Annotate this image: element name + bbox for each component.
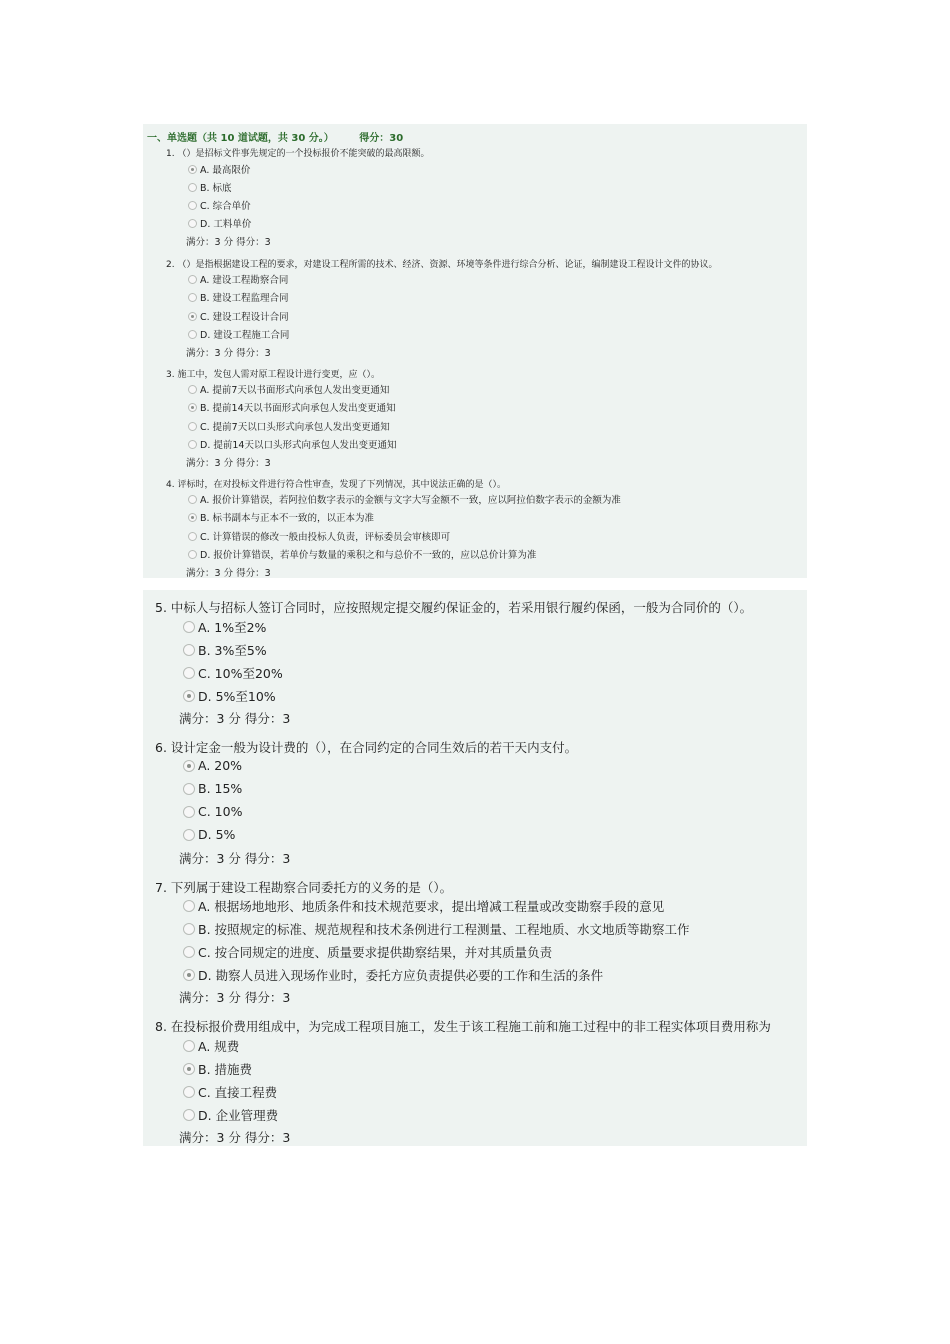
question-stem: 8. 在投标报价费用组成中，为完成工程项目施工，发生于该工程施工前和施工过程中的非工程实体项目费用称为: [155, 1019, 771, 1034]
question-stem: 4. 评标时，在对投标文件进行符合性审查，发现了下列情况，其中说法正确的是（）。: [166, 480, 506, 490]
option-label: A. 最高限价: [200, 165, 251, 176]
radio-unselected[interactable]: [188, 385, 197, 394]
option-d[interactable]: [188, 327, 289, 341]
radio-selected[interactable]: [188, 403, 197, 412]
option-b[interactable]: [188, 510, 374, 524]
option-label: D. 工料单价: [200, 219, 252, 230]
option-a[interactable]: [188, 162, 250, 176]
radio-selected[interactable]: [188, 513, 197, 522]
radio-unselected[interactable]: [188, 183, 197, 192]
option-label: C. 直接工程费: [198, 1085, 278, 1100]
option-a[interactable]: [188, 382, 389, 396]
option-d[interactable]: [183, 827, 235, 842]
option-label: D. 企业管理费: [198, 1108, 279, 1123]
radio-unselected[interactable]: [183, 1040, 195, 1052]
option-d[interactable]: [188, 547, 536, 561]
option-b[interactable]: [183, 641, 267, 659]
radio-unselected[interactable]: [183, 806, 195, 818]
option-a[interactable]: [183, 758, 242, 773]
option-c[interactable]: [183, 943, 552, 961]
radio-unselected[interactable]: [188, 201, 197, 210]
option-label: B. 提前14天以书面形式向承包人发出变更通知: [200, 403, 396, 414]
option-d[interactable]: [183, 1106, 278, 1124]
option-label: A. 根据场地地形、地质条件和技术规范要求，提出增减工程量或改变勘察手段的意见: [198, 899, 665, 914]
radio-unselected[interactable]: [188, 550, 197, 559]
option-c[interactable]: [188, 419, 390, 433]
radio-unselected[interactable]: [188, 532, 197, 541]
radio-unselected[interactable]: [183, 1109, 195, 1121]
question-stem: 7. 下列属于建设工程勘察合同委托方的义务的是（）。: [155, 880, 453, 895]
option-label: C. 计算错误的修改一般由投标人负责，评标委员会审核即可: [200, 532, 451, 543]
radio-selected[interactable]: [183, 1063, 195, 1075]
radio-unselected[interactable]: [188, 275, 197, 284]
radio-unselected[interactable]: [188, 219, 197, 228]
option-a[interactable]: [188, 492, 621, 506]
radio-unselected[interactable]: [183, 783, 195, 795]
question-score: 满分：3 分 得分：3: [179, 851, 291, 866]
question-score: 满分：3 分 得分：3: [186, 348, 271, 359]
option-label: A. 提前7天以书面形式向承包人发出变更通知: [200, 385, 390, 396]
radio-unselected[interactable]: [183, 644, 195, 656]
question-score: 满分：3 分 得分：3: [186, 568, 271, 579]
option-label: A. 规费: [198, 1039, 240, 1054]
option-a[interactable]: [183, 618, 266, 636]
option-b[interactable]: [188, 180, 232, 194]
radio-unselected[interactable]: [188, 440, 197, 449]
radio-selected[interactable]: [188, 165, 197, 174]
option-label: D. 报价计算错误，若单价与数量的乘积之和与总价不一致的，应以总价计算为准: [200, 550, 537, 561]
radio-selected[interactable]: [183, 690, 195, 702]
option-label: B. 标底: [200, 183, 232, 194]
option-label: D. 建设工程施工合同: [200, 330, 290, 341]
option-b[interactable]: [183, 781, 242, 796]
option-label: D. 5%: [198, 827, 236, 842]
option-label: C. 建设工程设计合同: [200, 312, 289, 323]
question-score: 满分：3 分 得分：3: [179, 711, 291, 726]
option-c[interactable]: [183, 1083, 277, 1101]
option-label: C. 10%至20%: [198, 666, 283, 681]
option-a[interactable]: [183, 897, 664, 915]
radio-unselected[interactable]: [183, 667, 195, 679]
section-score: 得分：30: [359, 133, 404, 144]
option-c[interactable]: [188, 198, 251, 212]
radio-unselected[interactable]: [183, 946, 195, 958]
option-d[interactable]: [188, 437, 396, 451]
option-label: B. 3%至5%: [198, 643, 267, 658]
question-stem: 6. 设计定金一般为设计费的（），在合同约定的合同生效后的若干天内支付。: [155, 740, 578, 755]
radio-unselected[interactable]: [183, 829, 195, 841]
option-label: C. 按合同规定的进度、质量要求提供勘察结果，并对其质量负责: [198, 945, 553, 960]
question-score: 满分：3 分 得分：3: [179, 1130, 291, 1145]
radio-selected[interactable]: [183, 760, 195, 772]
radio-unselected[interactable]: [188, 293, 197, 302]
question-score: 满分：3 分 得分：3: [179, 990, 291, 1005]
option-label: D. 勘察人员进入现场作业时，委托方应负责提供必要的工作和生活的条件: [198, 968, 604, 983]
radio-unselected[interactable]: [188, 330, 197, 339]
question-stem: 5. 中标人与招标人签订合同时，应按照规定提交履约保证金的，若采用银行履约保函，一般为合同价的（）。: [155, 600, 753, 615]
option-c[interactable]: [188, 529, 450, 543]
option-a[interactable]: [183, 1037, 239, 1055]
radio-unselected[interactable]: [188, 495, 197, 504]
option-b[interactable]: [188, 290, 289, 304]
option-label: D. 5%至10%: [198, 689, 276, 704]
option-c[interactable]: [183, 664, 283, 682]
radio-unselected[interactable]: [183, 900, 195, 912]
option-label: C. 提前7天以口头形式向承包人发出变更通知: [200, 422, 390, 433]
option-d[interactable]: [188, 216, 251, 230]
radio-selected[interactable]: [188, 312, 197, 321]
question-score: 满分：3 分 得分：3: [186, 458, 271, 469]
option-label: B. 15%: [198, 781, 243, 796]
option-c[interactable]: [188, 309, 289, 323]
radio-selected[interactable]: [183, 969, 195, 981]
option-d[interactable]: [183, 966, 603, 984]
question-panel-2: [143, 590, 807, 1146]
radio-unselected[interactable]: [183, 1086, 195, 1098]
option-b[interactable]: [183, 920, 690, 938]
radio-unselected[interactable]: [183, 923, 195, 935]
section-header: [147, 129, 403, 144]
option-label: B. 标书副本与正本不一致的，以正本为准: [200, 513, 375, 524]
option-label: B. 按照规定的标准、规范规程和技术条例进行工程测量、工程地质、水文地质等勘察工作: [198, 922, 690, 937]
radio-unselected[interactable]: [183, 621, 195, 633]
option-b[interactable]: [188, 400, 396, 414]
question-stem: 2. （）是指根据建设工程的要求，对建设工程所需的技术、经济、资源、环境等条件进行综合分析、论证，编制建设工程设计文件的协议。: [166, 260, 718, 270]
option-b[interactable]: [183, 1060, 252, 1078]
question-stem: 3. 施工中，发包人需对原工程设计进行变更，应（）。: [166, 370, 380, 380]
question-panel-1: [143, 124, 807, 578]
option-label: D. 提前14天以口头形式向承包人发出变更通知: [200, 440, 397, 451]
option-label: A. 报价计算错误，若阿拉伯数字表示的金额与文字大写金额不一致，应以阿拉伯数字表示的金额为准: [200, 495, 621, 506]
option-label: A. 建设工程勘察合同: [200, 275, 289, 286]
question-stem: 1. （）是招标文件事先规定的一个投标报价不能突破的最高限额。: [166, 149, 430, 159]
option-label: A. 1%至2%: [198, 620, 267, 635]
option-label: C. 10%: [198, 804, 243, 819]
option-label: B. 措施费: [198, 1062, 253, 1077]
option-c[interactable]: [183, 804, 242, 819]
section-title: 一、单选题（共 10 道试题，共 30 分。）: [147, 133, 334, 144]
option-d[interactable]: [183, 687, 276, 705]
option-label: C. 综合单价: [200, 201, 251, 212]
question-score: 满分：3 分 得分：3: [186, 237, 271, 248]
radio-unselected[interactable]: [188, 422, 197, 431]
option-a[interactable]: [188, 272, 288, 286]
option-label: A. 20%: [198, 758, 243, 773]
option-label: B. 建设工程监理合同: [200, 293, 289, 304]
